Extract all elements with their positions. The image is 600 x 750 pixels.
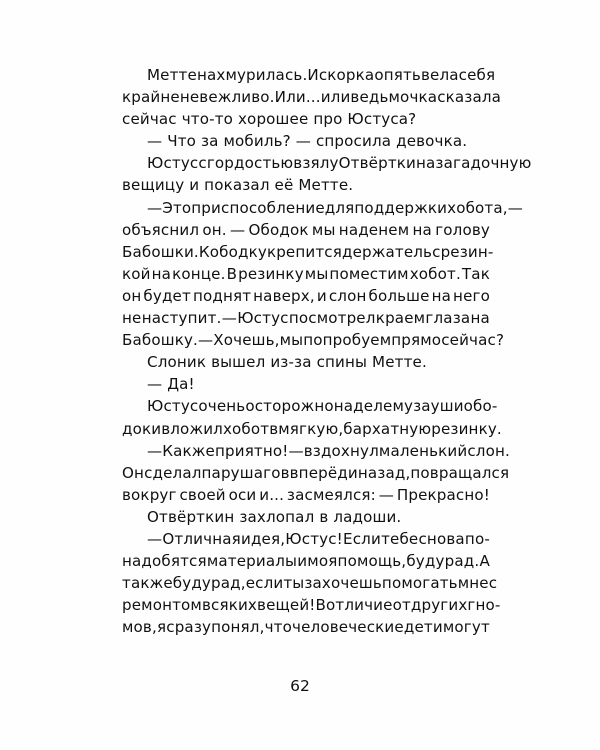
word: оси bbox=[228, 485, 257, 504]
word: поместим bbox=[329, 264, 409, 283]
paragraph bbox=[122, 64, 502, 130]
word: сказала bbox=[437, 88, 502, 107]
text-line bbox=[122, 285, 490, 307]
word: — bbox=[378, 485, 394, 504]
paragraph bbox=[122, 351, 490, 373]
word: тебе bbox=[381, 529, 419, 548]
text-line bbox=[122, 241, 494, 263]
word: краем bbox=[375, 309, 426, 328]
word: вложил bbox=[161, 419, 223, 438]
text-line bbox=[122, 329, 505, 351]
word: сразу bbox=[166, 618, 212, 637]
text-line bbox=[122, 616, 490, 638]
word: отличие bbox=[326, 596, 393, 615]
word: маленький bbox=[378, 441, 468, 460]
word: идея, bbox=[240, 529, 286, 548]
text-line bbox=[122, 462, 510, 484]
word: ведьмочка bbox=[350, 88, 438, 107]
word: наверх, bbox=[253, 286, 315, 305]
word: бархатную bbox=[343, 419, 432, 438]
word: ремонтом bbox=[122, 596, 202, 615]
word: крайне bbox=[122, 88, 180, 107]
word: держатель bbox=[341, 242, 433, 261]
word: очень bbox=[198, 397, 246, 416]
word: с bbox=[488, 574, 498, 593]
word: А bbox=[479, 552, 490, 571]
word: мы bbox=[311, 220, 336, 239]
word: также bbox=[122, 574, 173, 593]
word: приспособление bbox=[191, 198, 325, 217]
word: я bbox=[156, 618, 167, 637]
word: попробуем bbox=[303, 331, 392, 350]
word: больше bbox=[368, 286, 430, 305]
text-line bbox=[122, 484, 490, 506]
paragraph bbox=[122, 373, 490, 395]
text-line bbox=[122, 197, 523, 219]
word: Так bbox=[461, 264, 490, 283]
word: рад. bbox=[444, 552, 480, 571]
word: глаза bbox=[425, 309, 471, 328]
word: — bbox=[147, 198, 163, 217]
word: резинку. bbox=[431, 419, 502, 438]
word: по- bbox=[464, 529, 490, 548]
word: буду bbox=[406, 552, 445, 571]
word: — bbox=[230, 220, 246, 239]
text-line bbox=[122, 395, 498, 417]
word: не bbox=[122, 309, 142, 328]
word: на bbox=[470, 309, 490, 328]
word: и... bbox=[259, 485, 285, 504]
word: человеческие bbox=[292, 618, 404, 637]
word: от bbox=[392, 596, 411, 615]
word: хобота, bbox=[447, 198, 508, 217]
word: в bbox=[269, 419, 279, 438]
text-line bbox=[122, 594, 501, 616]
word: — bbox=[147, 441, 163, 460]
word: слон. bbox=[467, 441, 510, 460]
word: он. bbox=[202, 220, 227, 239]
paragraph bbox=[122, 440, 510, 506]
word: с bbox=[432, 242, 441, 261]
paragraph bbox=[122, 506, 490, 528]
word: посмотрел bbox=[288, 309, 376, 328]
word: голову bbox=[435, 220, 490, 239]
text-line bbox=[122, 64, 496, 86]
word: рад, bbox=[211, 574, 246, 593]
word: невежливо. bbox=[179, 88, 275, 107]
word: будет bbox=[143, 286, 191, 305]
text-line bbox=[122, 440, 510, 462]
word: Метте bbox=[147, 66, 197, 84]
text-line: вещицу и показал её Метте. bbox=[122, 176, 354, 195]
text-line bbox=[122, 550, 490, 572]
word: док bbox=[122, 419, 152, 438]
word: прямо bbox=[391, 331, 442, 350]
word: шагов bbox=[239, 463, 290, 482]
word: повращался bbox=[410, 463, 510, 482]
text-line bbox=[122, 152, 532, 174]
word: засмеялся: bbox=[286, 485, 376, 504]
word: дети bbox=[403, 618, 443, 637]
word: сейчас? bbox=[441, 331, 505, 350]
word: с bbox=[198, 154, 207, 173]
word: если bbox=[245, 574, 284, 593]
word: надел bbox=[333, 397, 384, 416]
word: на bbox=[151, 264, 172, 283]
word: уши bbox=[430, 397, 464, 416]
word: взял bbox=[293, 154, 330, 173]
paragraph bbox=[122, 528, 501, 638]
word: резин- bbox=[440, 242, 494, 261]
word: у bbox=[329, 154, 339, 173]
word: других bbox=[410, 596, 468, 615]
word: К bbox=[198, 242, 210, 261]
word: конце. bbox=[172, 264, 226, 283]
word: на bbox=[412, 220, 432, 239]
word: Это bbox=[162, 198, 192, 217]
page-text-column bbox=[122, 64, 532, 638]
word: — bbox=[221, 309, 237, 328]
word: сделал bbox=[144, 463, 202, 482]
word: мов, bbox=[122, 618, 157, 637]
word: Бабошки. bbox=[122, 242, 199, 261]
word: материалы bbox=[206, 552, 298, 571]
word: хобот bbox=[222, 419, 270, 438]
word: поднят bbox=[192, 286, 252, 305]
word: слон bbox=[328, 286, 367, 305]
word: кой bbox=[122, 264, 151, 283]
word: гордостью bbox=[206, 154, 294, 173]
text-line bbox=[122, 528, 490, 550]
word: для bbox=[324, 198, 355, 217]
word: вперёд bbox=[289, 463, 348, 482]
word: приятно! bbox=[214, 441, 289, 460]
word: ободку bbox=[209, 242, 267, 261]
word: Если bbox=[343, 529, 381, 548]
word: — bbox=[147, 529, 163, 548]
text-line: сейчас что-то хорошее про Юстуса? bbox=[122, 110, 417, 129]
word: моя bbox=[307, 552, 338, 571]
word: Юстус bbox=[237, 309, 289, 328]
word: вещей! bbox=[257, 596, 316, 615]
text-line bbox=[122, 263, 490, 285]
word: Бабошку. bbox=[122, 331, 199, 350]
word: — bbox=[507, 198, 523, 217]
word: ты bbox=[283, 574, 305, 593]
word: нахмурилась. bbox=[196, 66, 308, 84]
word: него bbox=[453, 286, 490, 305]
word: за bbox=[413, 397, 431, 416]
word: могут bbox=[442, 618, 490, 637]
word: объяснил bbox=[122, 220, 200, 239]
word: мягкую, bbox=[278, 419, 344, 438]
word: вокруг bbox=[122, 485, 177, 504]
word: Прекрасно! bbox=[396, 485, 490, 504]
word: Как bbox=[162, 441, 192, 460]
word: Хочешь, bbox=[213, 331, 280, 350]
paragraph bbox=[122, 152, 532, 196]
word: Юстус! bbox=[285, 529, 343, 548]
text-line: Отвёрткин захлопал в ладоши. bbox=[147, 507, 402, 526]
word: наступит. bbox=[141, 309, 222, 328]
word: вела bbox=[420, 66, 459, 84]
word: буду bbox=[172, 574, 212, 593]
word: на bbox=[431, 286, 452, 305]
paragraph bbox=[122, 130, 490, 152]
word: себя bbox=[458, 66, 496, 84]
text-line bbox=[122, 307, 490, 329]
word: или bbox=[320, 88, 351, 107]
word: понял, bbox=[211, 618, 265, 637]
word: мы bbox=[279, 331, 304, 350]
word: гно- bbox=[467, 596, 501, 615]
word: В bbox=[226, 264, 238, 283]
word: надобятся bbox=[122, 552, 207, 571]
word: помогать bbox=[381, 574, 458, 593]
word: мне bbox=[457, 574, 489, 593]
word: Искорка bbox=[307, 66, 375, 84]
word: же bbox=[191, 441, 215, 460]
word: Юстус bbox=[147, 397, 199, 416]
text-line bbox=[122, 418, 502, 440]
word: помощь, bbox=[337, 552, 407, 571]
word: Или... bbox=[274, 88, 321, 107]
word: назад, bbox=[357, 463, 411, 482]
word: загадочную bbox=[435, 154, 532, 173]
word: Ободок bbox=[248, 220, 309, 239]
word: и bbox=[297, 552, 308, 571]
text-line: Слоник вышел из-за спины Метте. bbox=[147, 353, 427, 372]
word: ему bbox=[383, 397, 414, 416]
word: хобот. bbox=[409, 264, 461, 283]
word: и bbox=[151, 419, 162, 438]
text-line bbox=[122, 572, 498, 594]
word: крепится bbox=[266, 242, 342, 261]
word: пару bbox=[201, 463, 240, 482]
word: поддержки bbox=[354, 198, 448, 217]
word: Отличная bbox=[162, 529, 241, 548]
text-line: — Что за мобиль? — спросила девочка. bbox=[147, 132, 468, 151]
word: — bbox=[198, 331, 214, 350]
text-line bbox=[122, 86, 502, 108]
word: опять bbox=[374, 66, 421, 84]
word: он bbox=[122, 286, 142, 305]
word: наденем bbox=[338, 220, 410, 239]
word: резинку bbox=[238, 264, 304, 283]
text-line: — Да! bbox=[147, 375, 195, 394]
word: Отвёрткина bbox=[338, 154, 436, 173]
paragraph bbox=[122, 395, 502, 439]
word: захочешь bbox=[304, 574, 382, 593]
paragraph bbox=[122, 197, 523, 352]
word: и bbox=[347, 463, 358, 482]
word: — bbox=[288, 441, 304, 460]
page-number: 62 bbox=[290, 677, 310, 695]
text-line bbox=[122, 219, 490, 241]
word: своей bbox=[179, 485, 226, 504]
word: вздохнул bbox=[303, 441, 379, 460]
word: снова bbox=[418, 529, 465, 548]
word: обо- bbox=[463, 397, 498, 416]
word: и bbox=[316, 286, 327, 305]
word: Юстус bbox=[147, 154, 199, 173]
word: мы bbox=[304, 264, 329, 283]
word: что bbox=[264, 618, 292, 637]
word: осторожно bbox=[245, 397, 334, 416]
word: В bbox=[315, 596, 326, 615]
word: Он bbox=[122, 463, 145, 482]
word: всяких bbox=[201, 596, 258, 615]
